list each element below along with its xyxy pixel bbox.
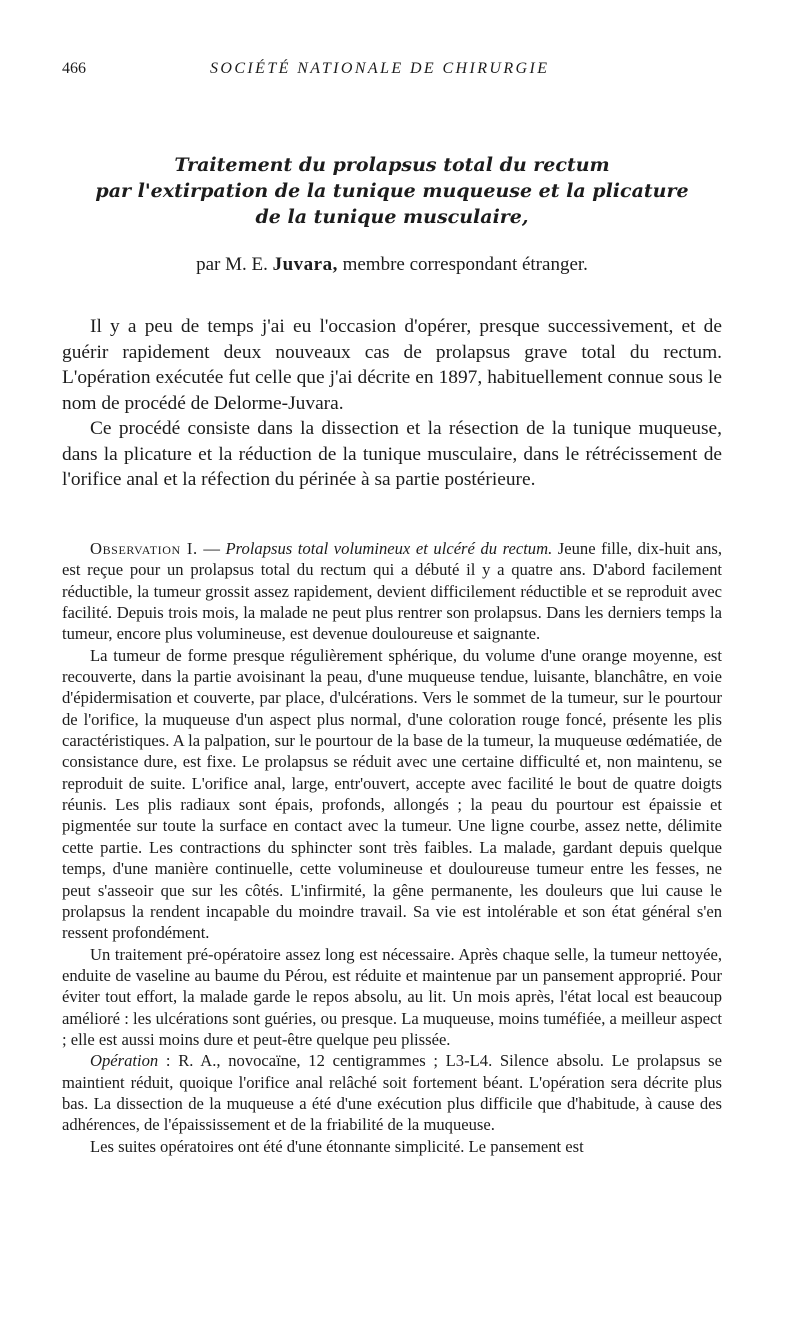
page-number: 466 — [62, 60, 86, 77]
title-line-1: Traitement du prolapsus total du rectum — [174, 154, 610, 176]
observation-paragraph-2: La tumeur de forme presque régulièrement sphérique, du volume d'une orange moyenne, est recouverte, dans la partie avoisinant la peau, d'une muqueuse tendue, luisante, blanchâtre, en voie d'épidermisation et couverte, par place, d'ulcérations. Vers le sommet de la tumeur, sur le pourtour de l'orifice, la muqueuse d'un aspect plus normal, d'une coloration rouge foncé, présente les plis caractéristiques. A la palpation, sur le pourtour de la base de la tumeur, la muqueuse œdématiée, de consistance dure, est fixe. Le prolapsus se réduit avec une certaine difficulté et, non maintenu, se reproduit de suite. L'orifice anal, large, entr'ouvert, accepte avec facilité le bout de quatre doigts réunis. Les plis radiaux sont épais, profonds, allongés ; la peau du pourtour est épaissie et pigmentée sur toute la surface en contact avec la tumeur. Une ligne courbe, assez nette, délimite cette partie. Les contractions du sphincter sont très faibles. La malade, gardant depuis quelque temps, d'une manière continuelle, cette volumineuse et douloureuse tumeur entre les fesses, ne peut s'asseoir que sur les côtés. L'infirmité, la gêne permanente, les douleurs que lui cause le prolapsus la rendent incapable du moindre travail. Sa vie est intolérable et son état général s'en ressent profondément. — [62, 645, 722, 943]
observation-last-paragraph: Les suites opératoires ont été d'une étonnante simplicité. Le pansement est — [90, 1136, 584, 1156]
title-line-2: par l'extirpation de la tunique muqueuse et la plicature — [95, 180, 689, 202]
observation-paragraph-3: Un traitement pré-opératoire assez long est nécessaire. Après chaque selle, la tumeur nettoyée, enduite de vaseline au baume du Pérou, est réduite et maintenue par un pansement approprié. Pour éviter tout effort, la malade garde le repos absolu, au lit. Un mois après, l'état local est beaucoup amélioré : les ulcérations sont guéries, ou presque. La muqueuse, moins tuméfiée, a meilleur aspect ; elle est aussi moins dure et peut-être quelque peu plissée. — [62, 944, 722, 1049]
operation-paragraph — [62, 1050, 722, 1135]
observation-text: Jeune fille, dix-huit ans, est reçue pour un prolapsus total du rectum qui a débuté il y a quatre ans. D'abord facilement réductible, la tumeur grossit assez rapidement, devient difficilement réductible et se reproduit avec facilité. Depuis trois mois, la malade ne peut plus rentrer son prolapsus. Dans les derniers temps la tumeur, encore plus volumineuse, est devenue douloureuse et saignante. — [62, 539, 722, 644]
title-line-3: de la tunique musculaire, — [255, 206, 529, 228]
observation-label: Observation I. — [90, 539, 198, 558]
running-head — [62, 60, 722, 86]
observation-section — [62, 538, 722, 1157]
intro-paragraph-1: Il y a peu de temps j'ai eu l'occasion d'opérer, presque successivement, et de guérir rapidement deux nouveaux cas de prolapsus grave total du rectum. L'opération exécutée fut celle que j'ai décrite en 1897, habituellement connue sous le nom de procédé de Delorme-Juvara. — [62, 316, 722, 414]
operation-text: : R. A., novocaïne, 12 centigrammes ; L3-L4. Silence absolu. Le prolapsus se maintient réduit, quoique l'orifice anal relâché soit fortement béant. L'opération sera décrite plus bas. La dissection de la muqueuse a été d'une exécution plus difficile que d'habitude, à cause des adhérences, de l'épaississement et de la friabilité de la muqueuse. — [62, 1051, 722, 1135]
observation-paragraph-1 — [62, 538, 722, 645]
byline-author: Juvara, — [272, 254, 338, 275]
byline-prefix: par M. E. — [196, 254, 268, 275]
article-title — [62, 152, 722, 230]
byline-suffix: membre correspondant étranger. — [342, 254, 588, 275]
observation-title: Prolapsus total volumineux et ulcéré du rectum. — [225, 539, 553, 558]
intro-paragraph-2: Ce procédé consiste dans la dissection et la résection de la tunique muqueuse, dans la plicature et la réduction de la tunique musculaire, dans le rétrécissement de l'orifice anal et la réfection du périnée à sa partie postérieure. — [62, 418, 722, 490]
byline — [62, 254, 722, 276]
intro-section — [62, 314, 722, 493]
observation-dash: — — [197, 539, 226, 558]
journal-title: SOCIÉTÉ NATIONALE DE CHIRURGIE — [210, 60, 550, 77]
operation-label: Opération — [90, 1051, 159, 1071]
